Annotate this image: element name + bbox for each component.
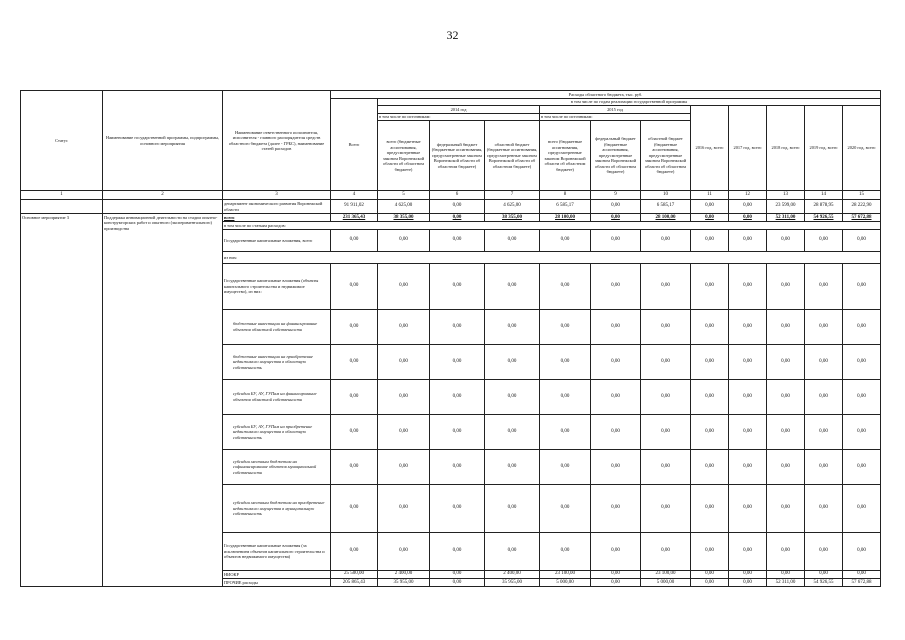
cell-value: 91 911,02: [331, 200, 378, 214]
cell-value: 0,00: [331, 309, 378, 344]
cell-value: 0,00: [767, 532, 805, 570]
col-num: 1: [21, 191, 103, 200]
cell-value: 0,00: [691, 484, 729, 532]
cell-value: 0,00: [641, 532, 691, 570]
cell-value: 0,00: [378, 229, 430, 251]
cell-value: 23 100,00: [641, 570, 691, 578]
cell-value: 0,00: [378, 309, 430, 344]
cell-value: 0,00: [485, 379, 540, 414]
cell-value: 0,00: [540, 229, 591, 251]
cell-value: 0,00: [540, 309, 591, 344]
cell-value: 0,00: [729, 200, 767, 214]
col-num: 10: [641, 191, 691, 200]
cell-value: 205 865,43: [331, 579, 378, 587]
cell-value: 0,00: [378, 263, 430, 309]
cell-value: 0,00: [591, 532, 641, 570]
cell-value: 57 672,88: [843, 214, 881, 222]
cell-value: 0,00: [591, 214, 641, 222]
cell-value: 0,00: [485, 414, 540, 449]
header-total-budget-2014: всего (бюджетные ассигнования, предусмотренные законом Воронежской области об областном бюджете): [378, 121, 430, 191]
cell-value: 52 311,00: [767, 579, 805, 587]
cell-value: 0,00: [767, 344, 805, 379]
cell-value: 0,00: [767, 263, 805, 309]
cell-value: 5 000,00: [540, 579, 591, 587]
cell-value: 0,00: [691, 309, 729, 344]
header-2015: 2015 год: [540, 106, 691, 114]
cell-value: 0,00: [843, 570, 881, 578]
cell-value: 0,00: [540, 379, 591, 414]
cell-value: 0,00: [641, 414, 691, 449]
cell-value: 0,00: [767, 309, 805, 344]
cell-value: 52 311,00: [767, 214, 805, 222]
header-status: Статус: [21, 91, 103, 191]
table-row: [21, 200, 881, 214]
cell-value: 0,00: [540, 449, 591, 484]
cell-value: 0,00: [331, 532, 378, 570]
cell-value: 35 955,00: [378, 579, 430, 587]
cell-value: 0,00: [843, 229, 881, 251]
cell-value: 6 585,17: [641, 200, 691, 214]
cell-value: 25 500,00: [331, 570, 378, 578]
column-numbers-row: [21, 191, 881, 200]
cell-value: 35 955,00: [485, 579, 540, 587]
header-federal-2015: федеральный бюджет (бюджетные ассигнования, предусмотренные законом Воронежской области об областном бюджете): [591, 121, 641, 191]
cell-value: 0,00: [430, 263, 485, 309]
cell-value: 0,00: [729, 484, 767, 532]
header-2020: 2020 год, всего: [843, 106, 881, 191]
col-num: 5: [378, 191, 430, 200]
cell-value: 0,00: [540, 263, 591, 309]
cell-value: 0,00: [485, 484, 540, 532]
cell-value: 0,00: [331, 379, 378, 414]
cell-value: 0,00: [691, 214, 729, 222]
cell-value: 0,00: [485, 344, 540, 379]
row-label: Государственные капитальные вложения (за исключением объектов капитального строительства и объектов недвижимого имущества): [223, 532, 331, 570]
cell-value: 0,00: [767, 484, 805, 532]
cell-value: 0,00: [485, 309, 540, 344]
header-2018: 2018 год, всего: [767, 106, 805, 191]
cell-value: 0,00: [843, 484, 881, 532]
cell-value: 0,00: [805, 532, 843, 570]
col-num: 15: [843, 191, 881, 200]
cell-value: 23 599,00: [767, 200, 805, 214]
cell-value: 2 400,00: [378, 570, 430, 578]
cell-value: 0,00: [691, 229, 729, 251]
cell-value: 0,00: [430, 414, 485, 449]
cell-value: 4 625,00: [378, 200, 430, 214]
cell-value: 0,00: [641, 344, 691, 379]
cell-value: 54 926,55: [805, 579, 843, 587]
cell-value: 0,00: [540, 344, 591, 379]
cell-value: 0,00: [843, 344, 881, 379]
cell-value: 0,00: [805, 229, 843, 251]
cell-value: 0,00: [691, 344, 729, 379]
cell-value: 57 672,88: [843, 579, 881, 587]
cell-value: 0,00: [485, 449, 540, 484]
row-label: из них:: [223, 251, 881, 263]
row-label: департамент экономического развития Воронежской области: [223, 200, 331, 214]
header-total: Всего: [331, 98, 378, 191]
cell-value: 0,00: [591, 484, 641, 532]
cell-value: 0,00: [767, 449, 805, 484]
cell-value: 0,00: [378, 449, 430, 484]
col-num: 12: [729, 191, 767, 200]
cell-value: 0,00: [378, 414, 430, 449]
header-program-name: Наименование государственной программы, подпрограммы, основного мероприятия: [103, 91, 223, 191]
row-label: субсидии БУ, АУ, ГУПам на финансирование объектов областной собственности: [223, 379, 331, 414]
cell-value: 0,00: [331, 484, 378, 532]
cell-value: 0,00: [378, 344, 430, 379]
header-incl-structure-2015: в том числе по источникам:: [540, 113, 691, 121]
row-label: субсидии БУ, АУ, ГУПам на приобретение недвижимого имущества в областную собственность: [223, 414, 331, 449]
main-event-rows: [21, 214, 881, 587]
cell-value: 28 100,00: [641, 214, 691, 222]
cell-value: 0,00: [430, 570, 485, 578]
cell-value: 0,00: [378, 484, 430, 532]
col-num: 13: [767, 191, 805, 200]
cell-value: 0,00: [729, 309, 767, 344]
cell-value: 0,00: [691, 579, 729, 587]
cell-value: 0,00: [591, 379, 641, 414]
row-label: ПРОЧИЕ расходы: [223, 579, 331, 587]
cell-value: 0,00: [691, 200, 729, 214]
col-num: 2: [103, 191, 223, 200]
cell-value: 0,00: [641, 379, 691, 414]
header-executor: Наименование ответственного исполнителя, исполнителя - главного распорядителя средств областного бюджета (далее - ГРБС), наименование статей расходов: [223, 91, 331, 191]
cell-value: 0,00: [729, 579, 767, 587]
header-regional-2014: областной бюджет (бюджетные ассигнования, предусмотренные законом Воронежской области об областном бюджете): [485, 121, 540, 191]
col-num: 7: [485, 191, 540, 200]
cell-value: 0,00: [729, 229, 767, 251]
cell-value: 0,00: [331, 263, 378, 309]
main-event-status: Основное мероприятие 3: [21, 214, 103, 587]
row-label: бюджетные инвестиции на финансирование объектов областной собственности: [223, 309, 331, 344]
cell-value: 0,00: [843, 263, 881, 309]
cell-value: 0,00: [591, 579, 641, 587]
cell-value: 0,00: [729, 379, 767, 414]
cell-value: 0,00: [430, 344, 485, 379]
row-label: в том числе по статьям расходов:: [223, 222, 881, 230]
cell-value: 0,00: [691, 379, 729, 414]
cell-value: 0,00: [591, 200, 641, 214]
cell-value: 0,00: [843, 532, 881, 570]
header-federal-2014: федеральный бюджет (бюджетные ассигнования, предусмотренные законом Воронежской области об областном бюджете): [430, 121, 485, 191]
cell-value: 23 100,00: [540, 570, 591, 578]
cell-value: 0,00: [691, 263, 729, 309]
cell-value: 0,00: [691, 532, 729, 570]
cell-value: 0,00: [485, 263, 540, 309]
cell-value: 0,00: [729, 414, 767, 449]
cell-value: 0,00: [430, 309, 485, 344]
cell-value: 0,00: [805, 263, 843, 309]
header-2016: 2016 год, всего: [691, 106, 729, 191]
cell-value: 0,00: [331, 449, 378, 484]
row-label: бюджетные инвестиции на приобретение недвижимого имущества в областную собственность: [223, 344, 331, 379]
cell-value: 38 355,00: [378, 214, 430, 222]
cell-value: 0,00: [843, 414, 881, 449]
row-label: НИОКР: [223, 570, 331, 578]
cell-value: 0,00: [641, 309, 691, 344]
cell-value: 2 400,00: [485, 570, 540, 578]
budget-table-sheet: [20, 90, 880, 587]
cell-value: 0,00: [485, 229, 540, 251]
cell-value: 0,00: [691, 414, 729, 449]
table-row: [21, 214, 881, 222]
header-expenses: Расходы областного бюджета, тыс. руб.: [331, 91, 881, 99]
cell-value: 0,00: [641, 263, 691, 309]
cell-value: 54 926,55: [805, 214, 843, 222]
cell-value: 0,00: [378, 532, 430, 570]
cell-value: 0,00: [540, 484, 591, 532]
cell-value: 0,00: [729, 214, 767, 222]
cell-value: 4 625,00: [485, 200, 540, 214]
cell-value: 0,00: [843, 309, 881, 344]
cell-value: 28 100,00: [540, 214, 591, 222]
col-num: 14: [805, 191, 843, 200]
cell-value: 0,00: [591, 344, 641, 379]
cell-value: 0,00: [767, 570, 805, 578]
row-label: Государственные капитальные вложения, всего: [223, 229, 331, 251]
cell-value: 0,00: [729, 263, 767, 309]
header-2019: 2019 год, всего: [805, 106, 843, 191]
header-total-budget-2015: всего (бюджетные ассигнования, предусмотренные законом Воронежской области об областном бюджете): [540, 121, 591, 191]
cell-value: 28 878,95: [805, 200, 843, 214]
cell-value: 0,00: [843, 379, 881, 414]
cell-value: 0,00: [430, 532, 485, 570]
cell-value: 0,00: [843, 449, 881, 484]
cell-value: 0,00: [430, 484, 485, 532]
cell-value: 0,00: [805, 309, 843, 344]
cell-value: 28 222,90: [843, 200, 881, 214]
cell-value: 0,00: [591, 229, 641, 251]
cell-value: 0,00: [378, 379, 430, 414]
cell-value: 0,00: [591, 263, 641, 309]
main-event-name: Поддержка инновационной деятельности на стадии опытно-конструкторских работ и опытного (экспериментального) производства: [103, 214, 223, 587]
row-label: субсидии местным бюджетам на приобретение недвижимого имущества в муниципальную собственность: [223, 484, 331, 532]
cell-value: 0,00: [540, 414, 591, 449]
cell-value: 0,00: [729, 449, 767, 484]
cell-value: 0,00: [805, 344, 843, 379]
cell-value: 0,00: [430, 579, 485, 587]
col-num: 8: [540, 191, 591, 200]
cell-value: 0,00: [430, 449, 485, 484]
cell-value: 0,00: [331, 344, 378, 379]
cell-value: 0,00: [591, 449, 641, 484]
cell-value: 0,00: [767, 414, 805, 449]
row-label: субсидии местным бюджетам на софинансирование объектов муниципальной собственности: [223, 449, 331, 484]
header-2017: 2017 год, всего: [729, 106, 767, 191]
row-label: Государственные капитальные вложения (объекты капитального строительства и недвижимое имущество), из них:: [223, 263, 331, 309]
cell-value: 5 000,00: [641, 579, 691, 587]
cell-value: 0,00: [591, 309, 641, 344]
cell-value: 38 355,00: [485, 214, 540, 222]
cell-value: 231 365,43: [331, 214, 378, 222]
cell-value: 0,00: [729, 532, 767, 570]
cell-value: 0,00: [641, 449, 691, 484]
cell-value: 0,00: [591, 414, 641, 449]
col-num: 4: [331, 191, 378, 200]
cell-value: 0,00: [729, 344, 767, 379]
budget-table: [20, 90, 881, 587]
cell-value: 0,00: [641, 484, 691, 532]
cell-value: 0,00: [805, 379, 843, 414]
cell-value: 0,00: [485, 532, 540, 570]
cell-value: 0,00: [729, 570, 767, 578]
cell-value: 0,00: [805, 414, 843, 449]
cell-value: 0,00: [691, 449, 729, 484]
cell-value: 0,00: [331, 229, 378, 251]
cell-value: 0,00: [691, 570, 729, 578]
cell-value: 0,00: [430, 200, 485, 214]
cell-value: 0,00: [767, 229, 805, 251]
col-num: 3: [223, 191, 331, 200]
cell-value: 0,00: [641, 229, 691, 251]
header-incl-structure-2014: в том числе по источникам:: [378, 113, 540, 121]
cell-value: 0,00: [430, 229, 485, 251]
cell-value: 0,00: [805, 484, 843, 532]
cell-value: 0,00: [805, 449, 843, 484]
page-number: 32: [446, 28, 459, 42]
cell-value: 0,00: [430, 214, 485, 222]
col-num: 9: [591, 191, 641, 200]
col-num: 11: [691, 191, 729, 200]
cell-value: 0,00: [331, 414, 378, 449]
header-2014: 2014 год: [378, 106, 540, 114]
cell-value: 0,00: [805, 570, 843, 578]
cell-value: 0,00: [767, 379, 805, 414]
cell-value: 0,00: [430, 379, 485, 414]
header-by-stages: в том числе по годам реализации государственной программы: [378, 98, 881, 106]
row-label: всего: [223, 214, 331, 222]
col-num: 6: [430, 191, 485, 200]
header-regional-2015: областной бюджет (бюджетные ассигнования, предусмотренные законом Воронежской области об областном бюджете): [641, 121, 691, 191]
cell-value: 6 585,17: [540, 200, 591, 214]
cell-value: 0,00: [540, 532, 591, 570]
cell-value: 0,00: [591, 570, 641, 578]
